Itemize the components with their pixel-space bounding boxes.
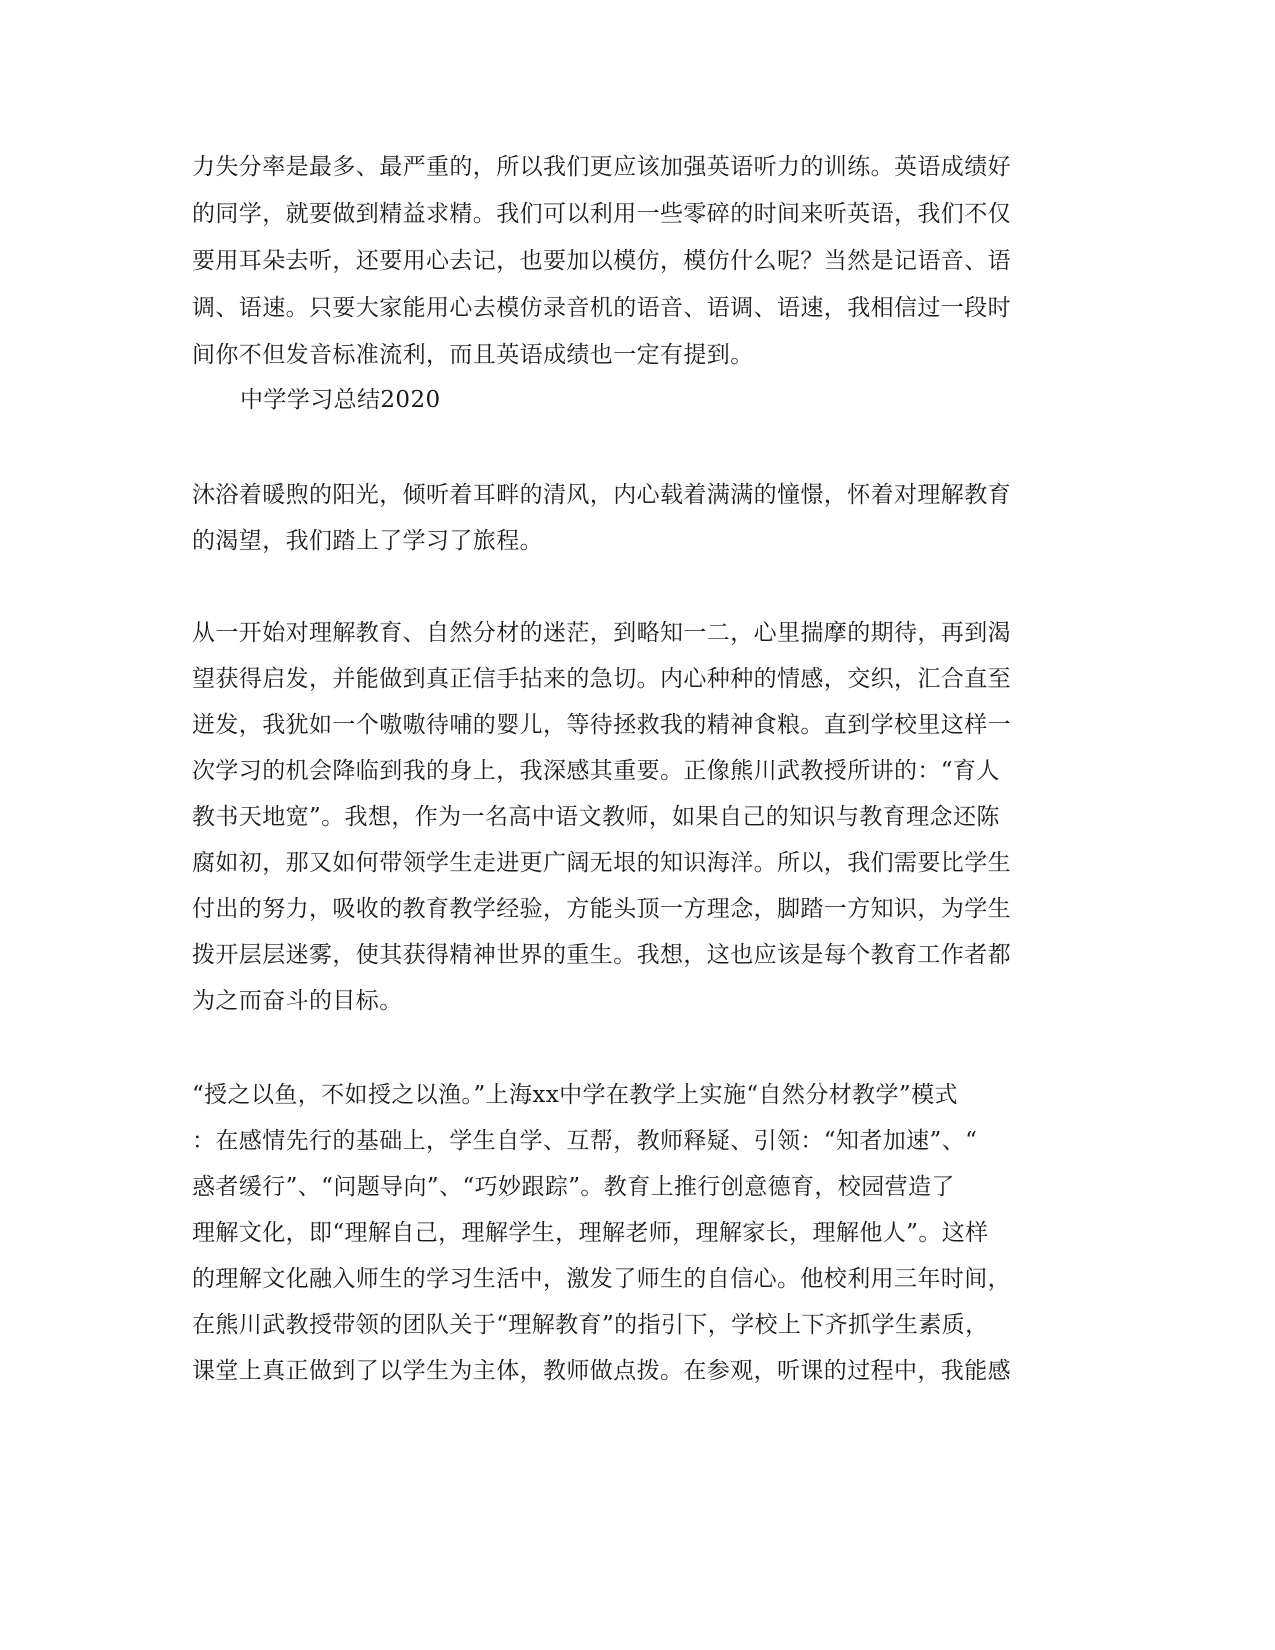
paragraph-line: 理解文化，即“理解自己，理解学生，理解老师，理解家长，理解他人”。这样 — [192, 1220, 989, 1246]
paragraph-line: 拨开层层迷雾，使其获得精神世界的重生。我想，这也应该是每个教育工作者都 — [192, 942, 1011, 968]
paragraph-line: 间你不但发音标准流利，而且英语成绩也一定有提到。 — [192, 342, 754, 368]
paragraph-line: 的理解文化融入师生的学习生活中，激发了师生的自信心。他校利用三年时间， — [192, 1266, 1011, 1292]
paragraph-line: 从一开始对理解教育、自然分材的迷茫，到略知一二，心里揣摩的期待，再到渴 — [192, 620, 1011, 646]
paragraph-line: 要用耳朵去听，还要用心去记，也要加以模仿，模仿什么呢？当然是记语音、语 — [192, 248, 1011, 274]
paragraph-line: 次学习的机会降临到我的身上，我深感其重要。正像熊川武教授所讲的：“育人 — [192, 758, 1000, 784]
paragraph-line: “授之以鱼，不如授之以渔。”上海xx中学在教学上实施“自然分材教学”模式 — [192, 1082, 958, 1108]
paragraph-line: 迸发，我犹如一个嗷嗷待哺的婴儿，等待拯救我的精神食粮。直到学校里这样一 — [192, 712, 1011, 738]
paragraph-line: ：在感情先行的基础上，学生自学、互帮，教师释疑、引领：“知者加速”、“ — [192, 1128, 978, 1154]
paragraph-line: 的同学，就要做到精益求精。我们可以利用一些零碎的时间来听英语，我们不仅 — [192, 201, 1011, 227]
paragraph-line: 付出的努力，吸收的教育教学经验，方能头顶一方理念，脚踏一方知识，为学生 — [192, 896, 1011, 922]
paragraph-line: 望获得启发，并能做到真正信手拈来的急切。内心种种的情感，交织，汇合直至 — [192, 666, 1011, 692]
paragraph-line: 惑者缓行”、“问题导向”、“巧妙跟踪”。教育上推行创意德育，校园营造了 — [192, 1174, 955, 1200]
paragraph-line: 的渴望，我们踏上了学习了旅程。 — [192, 528, 543, 554]
paragraph-line: 调、语速。只要大家能用心去模仿录音机的语音、语调、语速，我相信过一段时 — [192, 295, 1011, 321]
paragraph-line: 力失分率是最多、最严重的，所以我们更应该加强英语听力的训练。英语成绩好 — [192, 154, 1011, 180]
paragraph-line: 在熊川武教授带领的团队关于“理解教育”的指引下，学校上下齐抓学生素质， — [192, 1312, 989, 1338]
section-heading: 中学学习总结2020 — [240, 387, 441, 413]
paragraph-line: 课堂上真正做到了以学生为主体，教师做点拨。在参观，听课的过程中，我能感 — [192, 1358, 1011, 1384]
paragraph-line: 沐浴着暖煦的阳光，倾听着耳畔的清风，内心载着满满的憧憬，怀着对理解教育 — [192, 482, 1011, 508]
paragraph-line: 为之而奋斗的目标。 — [192, 988, 403, 1014]
paragraph-line: 教书天地宽”。我想，作为一名高中语文教师，如果自己的知识与教育理念还陈 — [192, 804, 1000, 830]
paragraph-line: 腐如初，那又如何带领学生走进更广阔无垠的知识海洋。所以，我们需要比学生 — [192, 850, 1011, 876]
